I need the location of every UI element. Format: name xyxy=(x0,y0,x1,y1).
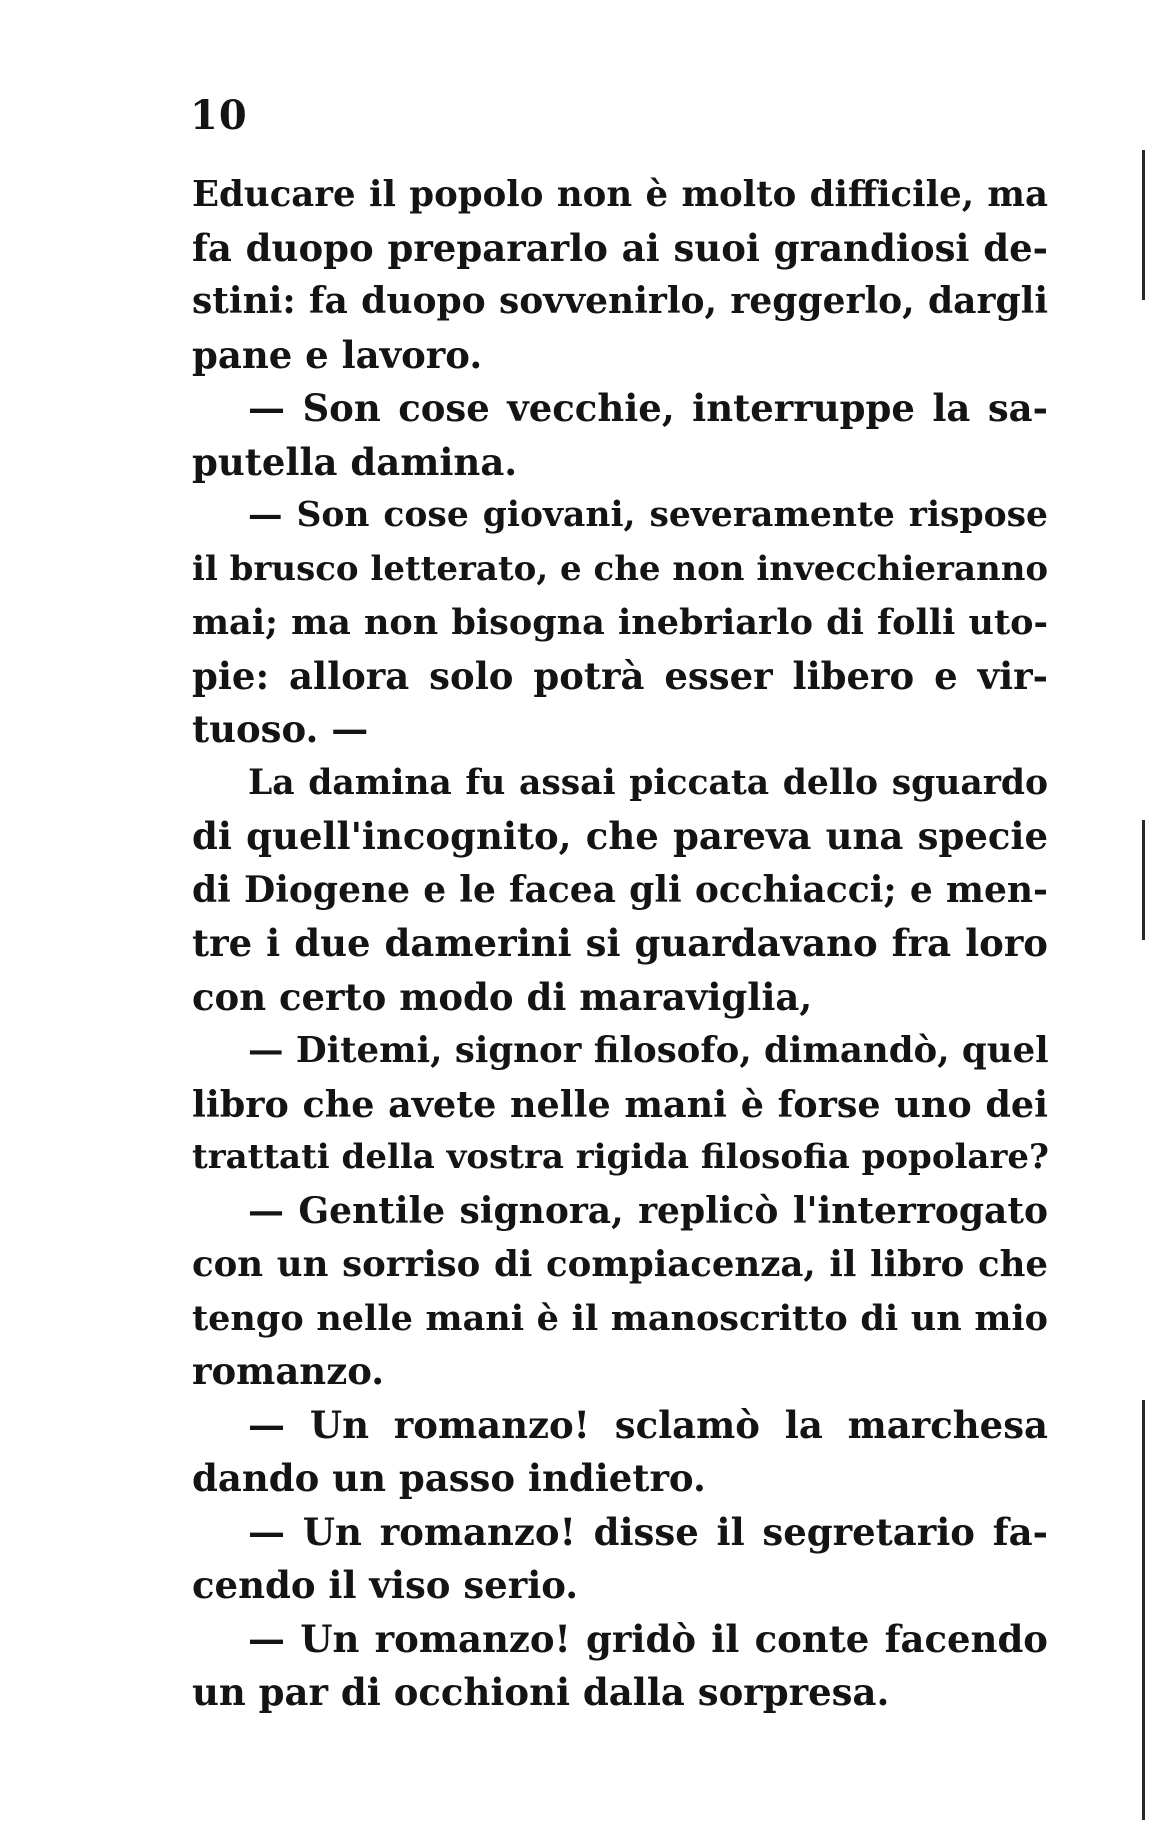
text-line: libro che avete nelle mani è forse uno dei xyxy=(192,1082,1048,1126)
text-line: — Un romanzo! sclamò la marchesa xyxy=(248,1402,1048,1447)
text-line: romanzo. xyxy=(192,1349,385,1393)
body-text xyxy=(192,168,1048,1720)
text-line: — Ditemi, signor filosofo, dimandò, quel xyxy=(248,1030,1049,1071)
text-line: stini: fa duopo sovvenirlo, reggerlo, dargli xyxy=(192,280,1048,322)
text-line: con certo modo di maraviglia, xyxy=(192,974,813,1019)
page-edge-mark xyxy=(1142,1400,1145,1820)
text-line: trattati della vostra rigida filosofia popolare? xyxy=(192,1137,1049,1177)
text-line: putella damina. xyxy=(192,439,518,484)
text-line: un par di occhioni dalla sorpresa. xyxy=(192,1670,890,1714)
text-line: tre i due damerini si guardavano fra loro xyxy=(192,921,1048,965)
text-line: Educare il popolo non è molto difficile, ma xyxy=(192,174,1048,215)
text-line: — Un romanzo! disse il segretario fa- xyxy=(248,1509,1048,1554)
text-line: con un sorriso di compiacenza, il libro che xyxy=(192,1244,1048,1285)
text-line: — Gentile signora, replicò l'interrogato xyxy=(248,1189,1048,1232)
text-line: di Diogene e le facea gli occhiacci; e men- xyxy=(192,868,1048,911)
text-line: pane e lavoro. xyxy=(192,332,483,377)
text-line: mai; ma non bisogna inebriarlo di folli uto- xyxy=(192,602,1048,643)
text-line: — Un romanzo! gridò il conte facendo xyxy=(248,1616,1048,1661)
page-number: 10 xyxy=(190,92,248,139)
text-line: tuoso. — xyxy=(192,707,369,751)
text-line: il brusco letterato, e che non invecchieranno xyxy=(192,548,1049,589)
text-line: di quell'incognito, che pareva una specie xyxy=(192,814,1048,858)
text-line: fa duopo prepararlo ai suoi grandiosi de- xyxy=(192,225,1048,270)
text-line: — Son cose giovani, severamente rispose xyxy=(248,495,1048,535)
text-line: cendo il viso serio. xyxy=(192,1563,579,1607)
text-line: La damina fu assai piccata dello sguardo xyxy=(248,762,1048,803)
page-edge-mark xyxy=(1142,820,1145,940)
text-line: dando un passo indietro. xyxy=(192,1456,706,1500)
text-line: tengo nelle mani è il manoscritto di un mio xyxy=(192,1297,1048,1339)
page-edge-mark xyxy=(1142,150,1145,300)
text-line: pie: allora solo potrà esser libero e vir- xyxy=(192,653,1048,698)
text-line: — Son cose vecchie, interruppe la sa- xyxy=(248,386,1048,430)
